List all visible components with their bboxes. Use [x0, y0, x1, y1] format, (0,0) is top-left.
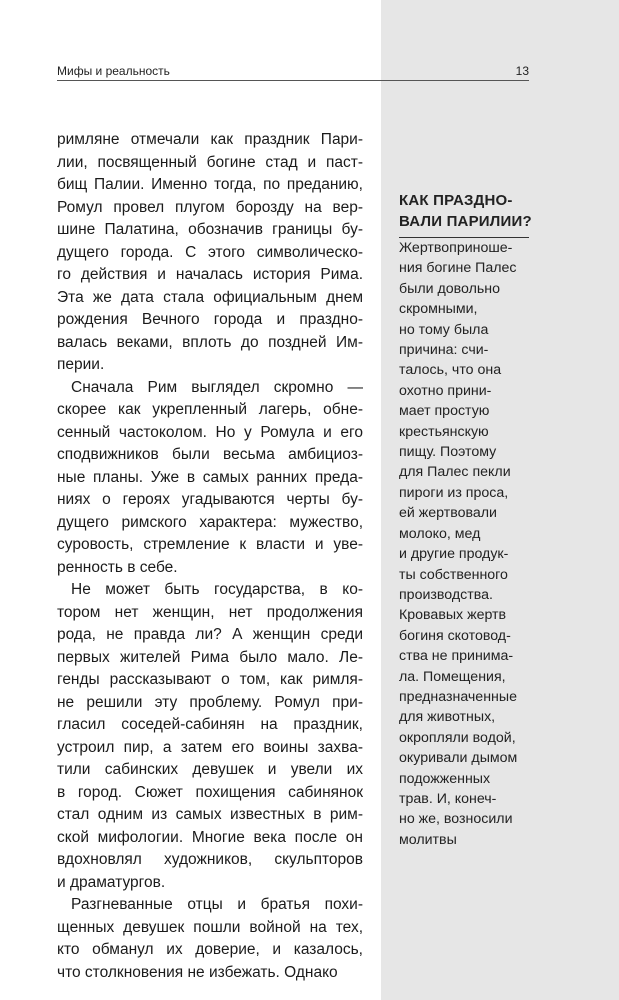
text-line: суровость, стремление к власти и уве- — [57, 536, 363, 553]
sidebar-text-line: окропляли водой, — [399, 729, 516, 746]
section-title: Мифы и реальность — [57, 64, 170, 78]
text-line: сенный частоколом. Но у Ромула и его — [57, 423, 363, 441]
text-line: ской мифологии. Многие века после он — [57, 828, 363, 846]
sidebar-text-line: но тому была — [399, 321, 489, 338]
text-line: римляне отмечали как праздник Пари- — [57, 131, 363, 148]
sidebar-text-line: пироги из проса, — [399, 484, 509, 501]
paragraph — [57, 129, 363, 377]
sidebar-text-line: Кровавых жертв — [399, 607, 507, 624]
page-number: 13 — [515, 64, 529, 78]
text-line: бищ Палии. Именно тогда, по преданию, — [57, 176, 363, 193]
text-line: Эта же дата стала официальным днем — [57, 288, 363, 306]
text-line: Ромул провел плугом борозду на вер- — [57, 198, 363, 216]
paragraph — [57, 377, 363, 580]
text-line: валась веками, вплоть до поздней Им- — [57, 333, 363, 351]
sidebar-text-line: и другие продук- — [399, 546, 509, 563]
text-line: тили сабинских девушек и увели их — [57, 761, 363, 778]
text-line: лии, посвященный богине стад и паст- — [57, 153, 363, 171]
text-line: в город. Сюжет похищения сабинянок — [57, 783, 363, 801]
sidebar-text-line: ей жертвовали — [399, 505, 497, 522]
text-line: и драматургов. — [57, 873, 166, 891]
sidebar-text-line: для Палес пекли — [399, 464, 511, 481]
sidebar-text-line: Жертвоприноше- — [399, 240, 513, 256]
sidebar-text-line: мает простую — [399, 403, 490, 420]
paragraph — [57, 894, 363, 984]
paragraph — [57, 579, 363, 894]
text-line: не решили эту проблему. Ромул при- — [57, 693, 363, 711]
sidebar-text-line: ты собственного — [399, 566, 508, 583]
text-line: дущего римского характера: мужество, — [57, 513, 363, 531]
text-line: перии. — [57, 356, 105, 373]
text-line: щенных девушек пошли войной на тех, — [57, 918, 363, 936]
text-line: дущего города. С этого символическо- — [57, 243, 363, 261]
sidebar-body — [399, 238, 579, 850]
sidebar-heading-line: КАК ПРАЗДНО- — [399, 192, 513, 209]
text-line: первых жителей Рима было мало. Ле- — [57, 648, 363, 666]
sidebar-text-line: трав. И, конеч- — [399, 790, 497, 807]
text-line: го действия и началась история Рима. — [57, 266, 363, 283]
sidebar-text-line: молитвы — [399, 831, 457, 848]
main-text-column — [57, 129, 363, 984]
sidebar-heading-line: ВАЛИ ПАРИЛИИ? — [399, 213, 532, 230]
text-line: генды рассказывают о том, как римля- — [57, 671, 363, 688]
text-line: гласил соседей-сабинян на праздник, — [57, 716, 363, 733]
sidebar-text-line: богиня скотовод- — [399, 627, 511, 644]
sidebar-text-line: ния богине Палес — [399, 260, 517, 277]
sidebar-text-line: подожженных — [399, 770, 491, 787]
text-line: устроил пир, а затем его воины захва- — [57, 738, 363, 756]
text-line: рождения Вечного города и праздно- — [57, 311, 363, 328]
text-line: сподвижников были весьма амбициоз- — [57, 446, 363, 463]
text-line: скорее как укрепленный лагерь, обне- — [57, 401, 363, 418]
text-line: шине Палатина, обозначив границы бу- — [57, 221, 363, 238]
text-line: стал одним из самых известных в рим- — [57, 806, 363, 823]
sidebar-text-line: пищу. Поэтому — [399, 444, 497, 461]
sidebar-text-line: скромными, — [399, 301, 478, 318]
sidebar-text-line: производства. — [399, 586, 493, 603]
sidebar-text-line: ла. Помещения, — [399, 668, 506, 685]
sidebar-text-line: крестьянскую — [399, 423, 489, 440]
text-line: ные планы. Уже в самых ранних преда- — [57, 468, 363, 486]
sidebar-text-line: для животных, — [399, 709, 496, 726]
sidebar-text-line: предназначенные — [399, 688, 517, 705]
sidebar-text-line: были довольно — [399, 280, 500, 297]
text-line: кто обманул их доверие, и казалось, — [57, 941, 363, 958]
sidebar-text-line: причина: счи- — [399, 342, 489, 359]
text-line: ренность в себе. — [57, 558, 178, 576]
sidebar-text-line: охотно прини- — [399, 382, 492, 399]
text-line: Разгневанные отцы и братья похи- — [71, 896, 363, 913]
header-rule — [57, 80, 529, 81]
sidebar-text-line: окуривали дымом — [399, 750, 518, 767]
text-line: ниях о героях угадываются черты бу- — [57, 491, 363, 508]
text-line: что столкновения не избежать. Однако — [57, 963, 338, 981]
running-head — [57, 63, 529, 81]
text-line: Не может быть государства, в ко- — [71, 581, 363, 598]
sidebar-text-line: но же, возносили — [399, 811, 513, 828]
sidebar-text-line: молоко, мед — [399, 525, 481, 542]
sidebar-heading — [399, 190, 579, 232]
text-line: Сначала Рим выглядел скромно — — [71, 378, 363, 396]
sidebar-text-line: талось, что она — [399, 362, 502, 379]
text-line: тором нет женщин, нет продолжения — [57, 603, 363, 621]
sidebar-text-line: ства не принима- — [399, 648, 514, 665]
text-line: рода, не правда ли? А женщин среди — [57, 626, 363, 643]
text-line: вдохновлял художников, скульпторов — [57, 851, 363, 868]
